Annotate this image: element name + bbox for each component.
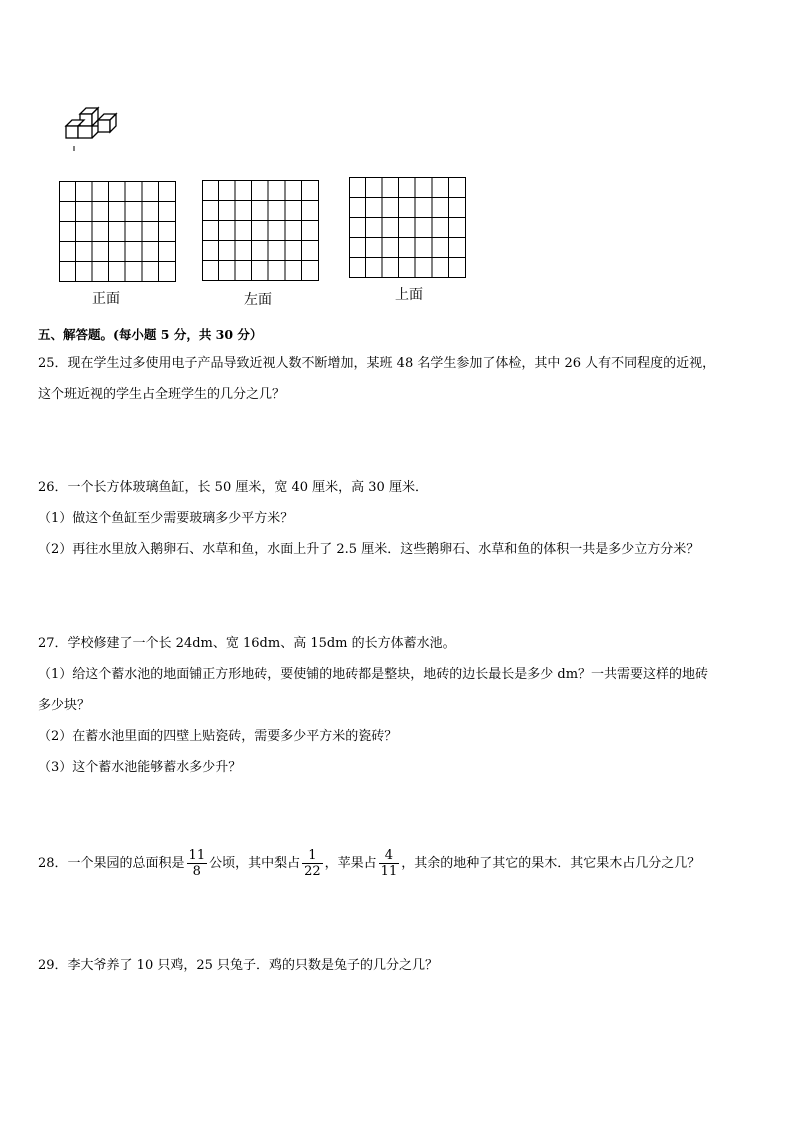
q27-line4: （2）在蓄水池里面的四壁上贴瓷砖，需要多少平方米的瓷砖？	[38, 729, 398, 744]
cube-figure-drawing	[58, 104, 124, 156]
cube-figure	[58, 104, 124, 156]
q28-fraction-apple	[379, 848, 400, 879]
top-view-grid[interactable]	[349, 177, 466, 278]
q28-frac2-denominator: 22	[304, 864, 321, 879]
q28-part1: 28．一个果园的总面积是	[38, 855, 185, 871]
q28-frac2-numerator: 1	[302, 848, 323, 864]
q28-frac1-numerator: 11	[188, 848, 206, 863]
q28-frac3-denominator: 11	[380, 864, 398, 879]
q26-line1: 26．一个长方体玻璃鱼缸，长 50 厘米，宽 40 厘米，高 30 厘米．	[38, 480, 428, 495]
section-heading: 五、解答题。(每小题 5 分，共 30 分）	[38, 327, 263, 342]
q25-line1: 25．现在学生过多使用电子产品导致近视人数不断增加，某班 48 名学生参加了体检，其中 26 人有不同程度的近视，	[38, 356, 716, 371]
front-view-grid[interactable]	[59, 181, 176, 282]
q27-line1: 27．学校修建了一个长 24dm、宽 16dm、高 15dm 的长方体蓄水池。	[38, 636, 456, 651]
front-view-label: 正面	[92, 291, 120, 307]
q28-line	[38, 848, 700, 879]
left-view-label: 左面	[244, 292, 272, 308]
q27-line5: （3）这个蓄水池能够蓄水多少升？	[38, 760, 242, 775]
q28-part2: 公顷，其中梨占	[209, 855, 301, 871]
q28-part3: ，苹果占	[324, 855, 377, 871]
q27-line3: 多少块？	[38, 698, 91, 713]
q25-line2: 这个班近视的学生占全班学生的几分之几？	[38, 387, 286, 402]
q28-fraction-pear	[302, 848, 323, 879]
q26-line2: （1）做这个鱼缸至少需要玻璃多少平方米？	[38, 511, 294, 526]
left-view-grid[interactable]	[202, 180, 319, 281]
q28-part4: ，其余的地种了其它的果木．其它果木占几分之几？	[401, 855, 701, 871]
top-view-label: 上面	[395, 287, 423, 303]
q28-fraction-total-area	[187, 848, 208, 879]
q29-line1: 29．李大爷养了 10 只鸡，25 只兔子．鸡的只数是兔子的几分之几？	[38, 958, 439, 973]
q26-line3: （2）再往水里放入鹅卵石、水草和鱼，水面上升了 2.5 厘米．这些鹅卵石、水草和鱼的体积一共是多少立方分米？	[38, 542, 700, 557]
q28-frac1-denominator: 8	[192, 864, 201, 879]
q28-frac3-numerator: 4	[379, 848, 400, 864]
q27-line2: （1）给这个蓄水池的地面铺正方形地砖，要使铺的地砖都是整块，地砖的边长最长是多少 dm？一共需要这样的地砖	[38, 667, 709, 682]
